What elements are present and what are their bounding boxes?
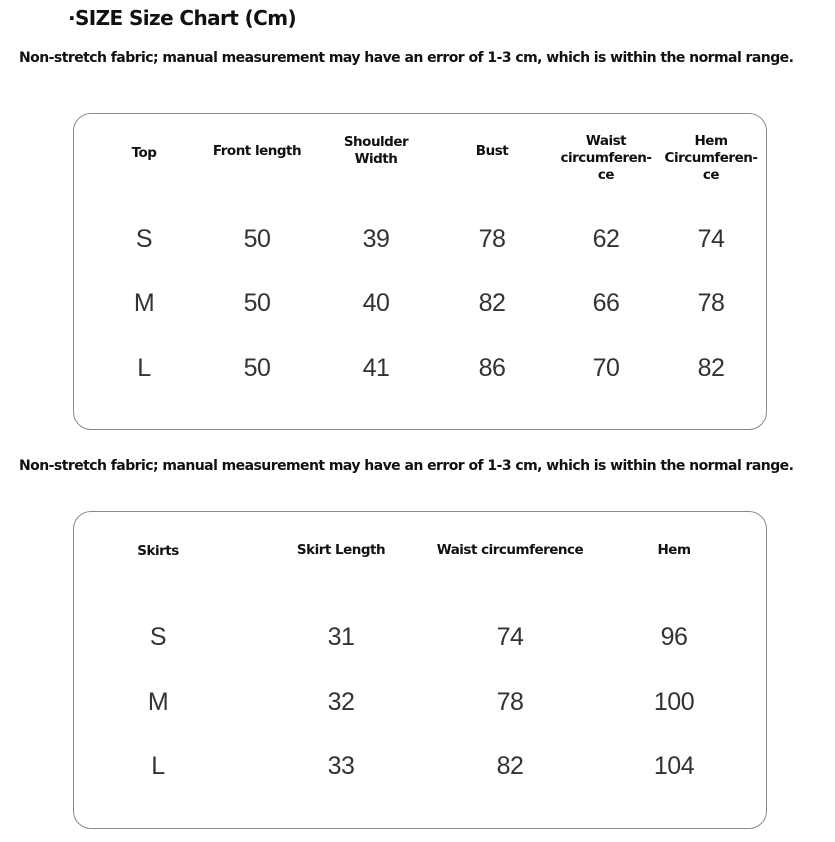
top-cell: 86 [478, 354, 506, 382]
skirt-size-label: L [151, 752, 165, 780]
skirt-cell: 96 [660, 623, 688, 651]
top-header-3: Bust [475, 143, 509, 159]
measurement-note-top: Non-stretch fabric; manual measurement may have an error of 1-3 cm, which is within the normal range. [19, 50, 794, 66]
top-cell: 40 [362, 289, 390, 317]
top-cell: 78 [478, 225, 506, 253]
skirt-cell: 104 [653, 752, 695, 780]
skirt-size-table [73, 511, 767, 829]
skirt-cell: 32 [327, 688, 355, 716]
top-cell: 50 [243, 354, 271, 382]
top-cell: 66 [592, 289, 620, 317]
top-size-label: M [133, 289, 155, 317]
skirt-cell: 100 [653, 688, 695, 716]
skirt-cell: 74 [496, 623, 524, 651]
top-cell: 50 [243, 225, 271, 253]
page-title: ·SIZE Size Chart (Cm) [68, 6, 296, 30]
top-cell: 74 [697, 225, 725, 253]
skirt-cell: 33 [327, 752, 355, 780]
top-cell: 82 [697, 354, 725, 382]
top-size-label: L [137, 354, 151, 382]
skirt-size-label: M [147, 688, 169, 716]
top-cell: 50 [243, 289, 271, 317]
skirt-header-3: Hem [657, 542, 691, 558]
skirt-size-label: S [149, 623, 167, 651]
top-header-5: Hem Circumferen- ce [664, 133, 758, 183]
top-cell: 39 [362, 225, 390, 253]
top-cell: 41 [362, 354, 390, 382]
top-header-4: Waist circumferen- ce [560, 133, 652, 183]
skirt-header-1: Skirt Length [296, 542, 386, 558]
top-cell: 62 [592, 225, 620, 253]
skirt-cell: 78 [496, 688, 524, 716]
top-cell: 78 [697, 289, 725, 317]
skirt-header-0: Skirts [137, 543, 179, 559]
top-header-2: Shoulder Width [343, 134, 409, 167]
top-size-table [73, 113, 767, 430]
top-header-0: Top [131, 145, 157, 161]
skirt-cell: 31 [327, 623, 355, 651]
top-cell: 70 [592, 354, 620, 382]
top-size-label: S [135, 225, 153, 253]
top-header-1: Front length [212, 143, 302, 159]
top-cell: 82 [478, 289, 506, 317]
measurement-note-skirt: Non-stretch fabric; manual measurement may have an error of 1-3 cm, which is within the normal range. [19, 458, 794, 474]
skirt-header-2: Waist circumference [436, 542, 584, 558]
skirt-cell: 82 [496, 752, 524, 780]
